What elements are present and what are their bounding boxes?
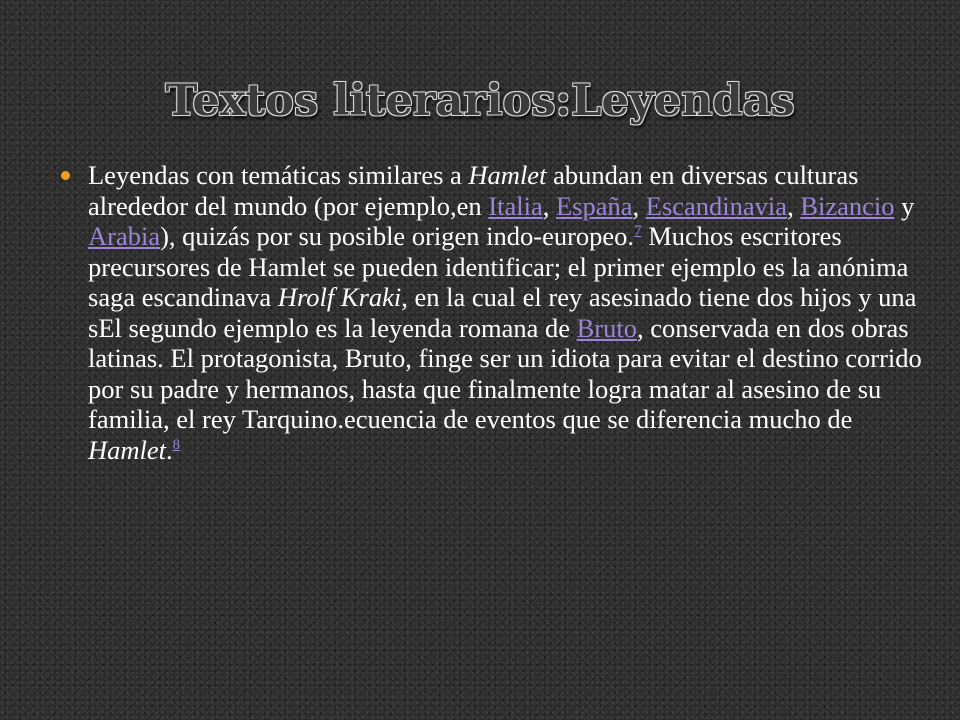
text-separator: , — [787, 190, 801, 221]
italic-title-hrolf-kraki: Hrolf Kraki — [277, 282, 402, 312]
link-italia[interactable]: Italia — [488, 190, 543, 221]
link-espana[interactable]: España — [556, 190, 633, 221]
text-segment: , conservada en dos obras latinas. El protagonista, Bruto, finge ser un idiota para evitar el destino corrido por su padre y hermanos, hasta que finalmente logra matar al asesino de su familia, el rey Tarquino.ecuencia de eventos que se diferencia mucho de — [88, 312, 922, 434]
link-arabia[interactable]: Arabia — [88, 221, 161, 251]
text-segment: , en la cual el rey asesinado tiene dos hijos y una sEl segundo ejemplo es la leyenda romana de — [88, 282, 917, 343]
footnote-ref-7[interactable]: 7 — [634, 223, 642, 240]
text-segment: abundan en diversas culturas alrededor del mundo (por ejemplo,en — [88, 160, 859, 221]
footnote-ref-8[interactable]: 8 — [172, 436, 181, 453]
text-separator: y — [894, 190, 915, 221]
bullet-icon — [61, 171, 70, 180]
text-segment: . — [166, 434, 173, 465]
link-bizancio[interactable]: Bizancio — [800, 190, 895, 221]
text-separator: , — [632, 190, 646, 221]
text-segment: ), quizás por su posible origen indo-europeo. — [160, 221, 635, 251]
text-segment: Muchos escritores precursores de Hamlet se pueden identificar; el primer ejemplo es la anónima saga escandinava — [88, 221, 909, 312]
link-escandinavia[interactable]: Escandinavia — [645, 190, 788, 221]
text-separator: , — [542, 190, 556, 221]
bullet-paragraph — [88, 160, 928, 465]
link-bruto[interactable]: Bruto — [576, 312, 637, 343]
italic-title-hamlet: Hamlet — [468, 160, 547, 190]
italic-title-hamlet-2: Hamlet — [88, 434, 167, 465]
slide-title: Textos literarios:Leyendas — [165, 76, 795, 126]
text-segment: Leyendas con temáticas similares a — [88, 160, 469, 190]
body-content — [88, 160, 928, 465]
